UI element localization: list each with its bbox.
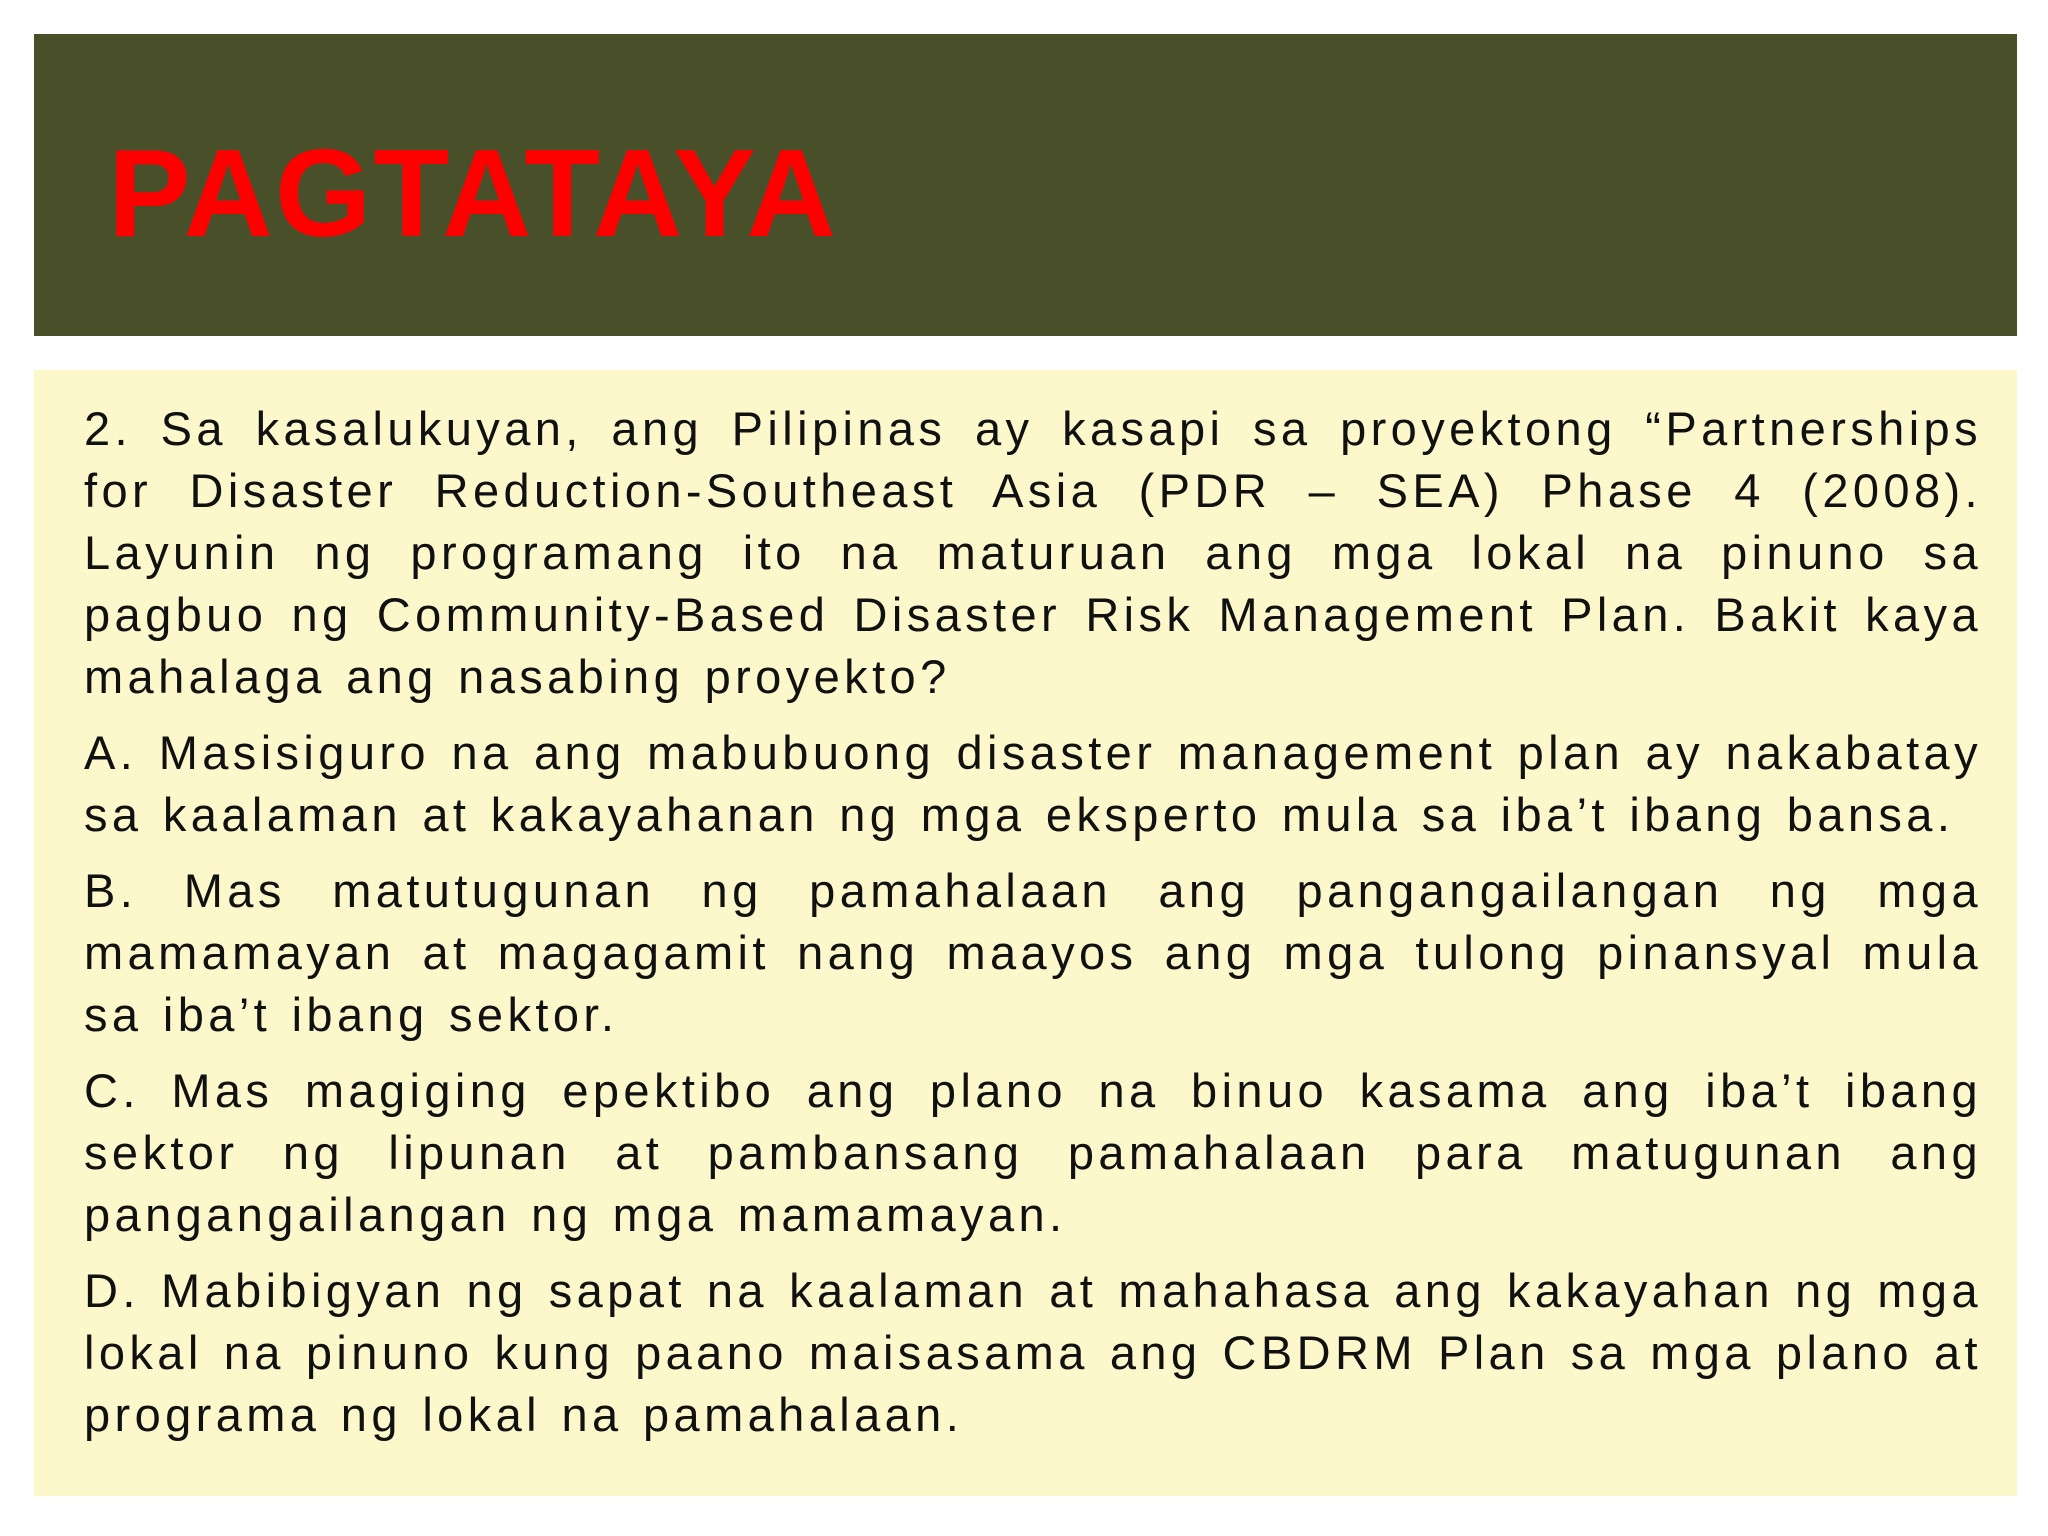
title-band — [34, 34, 2017, 336]
question-content — [84, 398, 1982, 1460]
choice-b: B. Mas matutugunan ng pamahalaan ang pangangailangan ng mga mamamayan at magagamit nang maayos ang mga tulong pinansyal mula sa iba’t ibang sektor. — [84, 864, 1982, 1041]
slide-title: PAGTATAYA — [108, 125, 838, 263]
question-box — [34, 370, 2017, 1496]
question-text: 2. Sa kasalukuyan, ang Pilipinas ay kasapi sa proyektong “Partnerships for Disaster Reduction-Southeast Asia (PDR – SEA) Phase 4 (2008). Layunin ng programang ito na maturuan ang mga lokal na pinuno sa pagbuo ng Community-Based Disaster Risk Management Plan. Bakit kaya mahalaga ang nasabing proyekto? — [84, 402, 1982, 703]
choice-a: A. Masisiguro na ang mabubuong disaster management plan ay nakabatay sa kaalaman at kakayahanan ng mga eksperto mula sa iba’t ibang bansa. — [84, 726, 1982, 841]
choice-c: C. Mas magiging epektibo ang plano na binuo kasama ang iba’t ibang sektor ng lipunan at pambansang pamahalaan para matugunan ang pangangailangan ng mga mamamayan. — [84, 1064, 1982, 1241]
choice-d: D. Mabibigyan ng sapat na kaalaman at mahahasa ang kakayahan ng mga lokal na pinuno kung paano maisasama ang CBDRM Plan sa mga plano at programa ng lokal na pamahalaan. — [84, 1264, 1982, 1441]
